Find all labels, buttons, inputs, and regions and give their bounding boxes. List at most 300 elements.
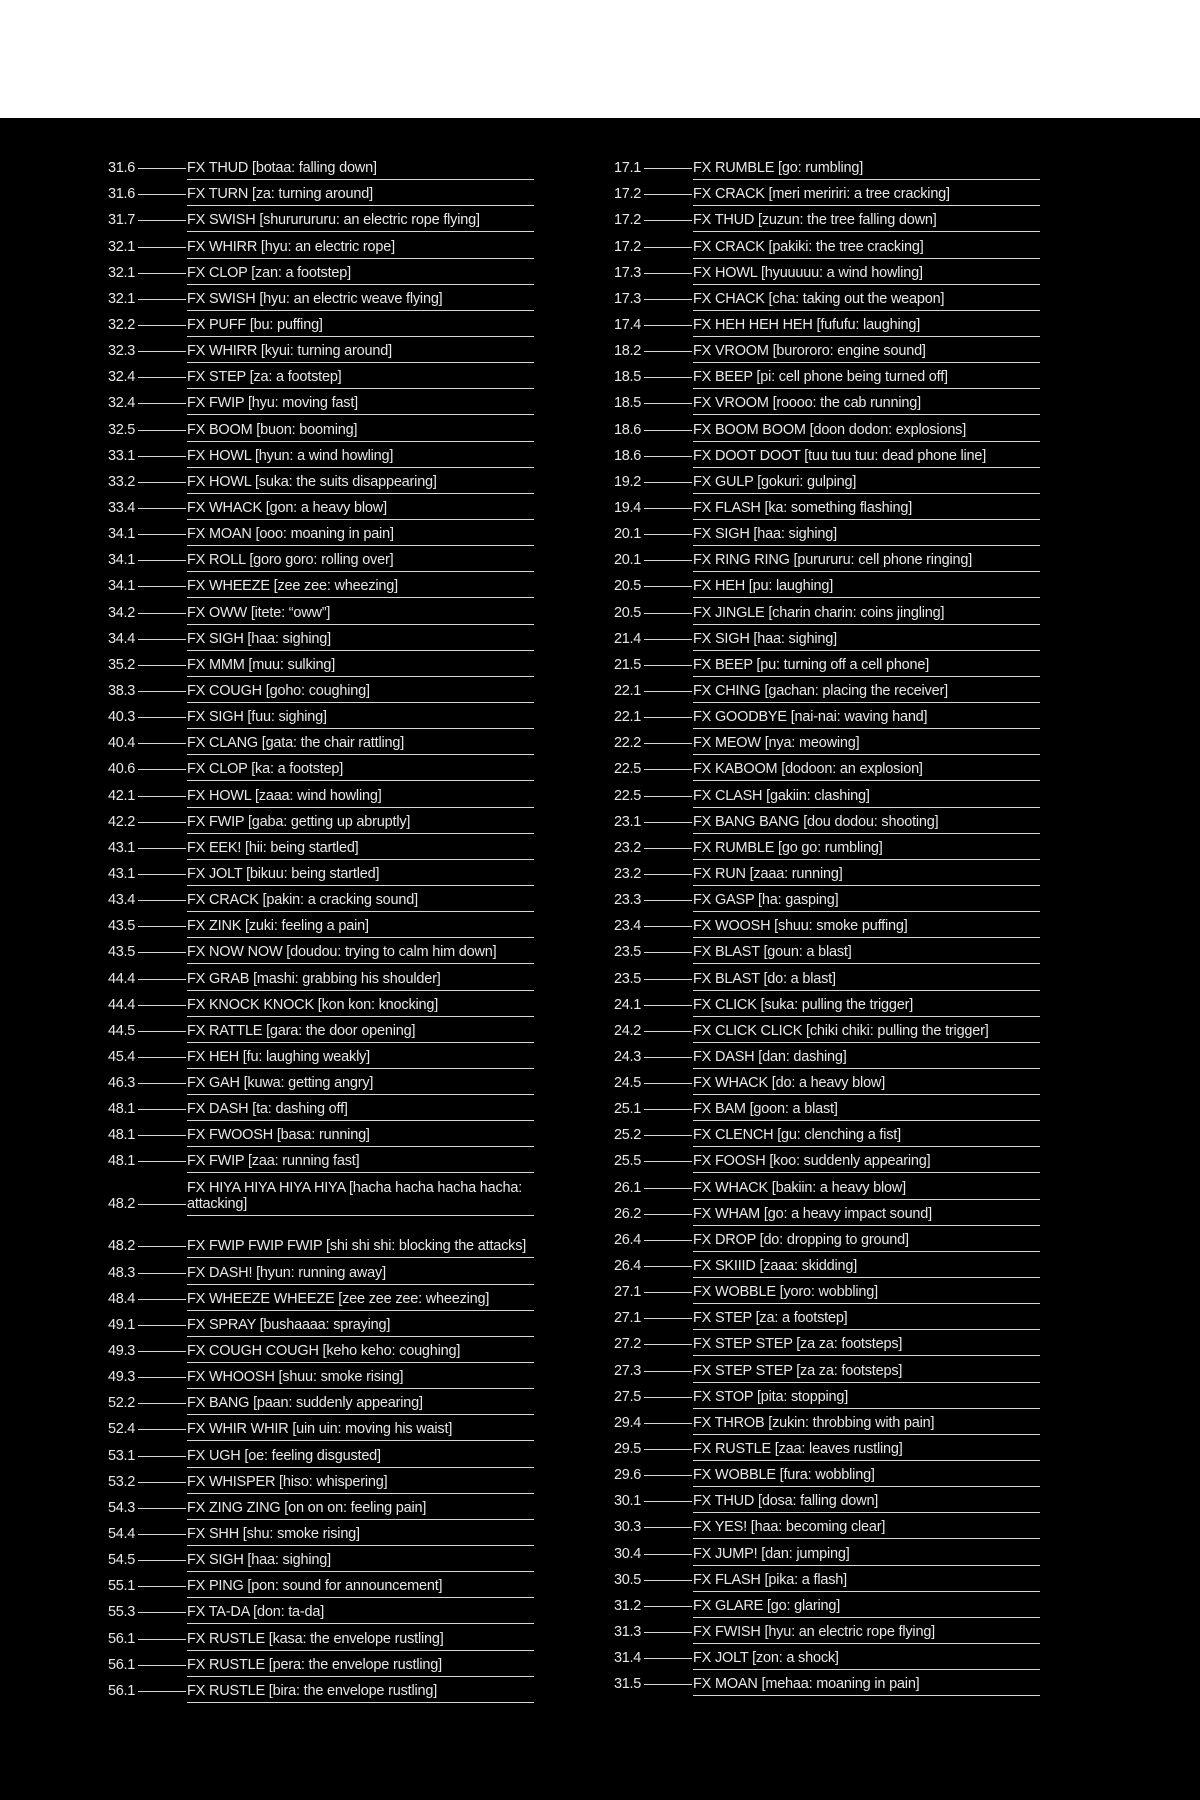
sound-effect-translation: FX TA-DA [don: ta-da] xyxy=(187,1604,534,1624)
leader-line xyxy=(644,273,692,274)
glossary-entry xyxy=(108,729,613,755)
glossary-entry xyxy=(614,363,1119,389)
sound-effect-translation: FX RUSTLE [zaa: leaves rustling] xyxy=(693,1441,1040,1461)
sound-effect-translation: FX MOAN [ooo: moaning in pain] xyxy=(187,526,534,546)
leader-line xyxy=(138,822,186,823)
glossary-entry xyxy=(614,677,1119,703)
page-panel-number: 24.2 xyxy=(614,1022,642,1039)
sound-effect-translation: FX STEP [za: a footstep] xyxy=(187,369,534,389)
glossary-entry xyxy=(108,1017,613,1043)
sound-effect-translation: FX GAH [kuwa: getting angry] xyxy=(187,1075,534,1095)
page-panel-number: 43.5 xyxy=(108,918,136,935)
glossary-entry xyxy=(108,781,613,807)
sound-effect-translation: FX WHIRR [hyu: an electric rope] xyxy=(187,239,534,259)
glossary-entry xyxy=(108,572,613,598)
leader-line xyxy=(138,430,186,431)
page-panel-number: 21.4 xyxy=(614,630,642,647)
sound-effect-translation: FX ZINK [zuki: feeling a pain] xyxy=(187,918,534,938)
leader-line xyxy=(138,979,186,980)
glossary-entry xyxy=(614,1147,1119,1173)
sound-effect-translation: FX SIGH [haa: sighing] xyxy=(693,526,1040,546)
page-panel-number: 45.4 xyxy=(108,1048,136,1065)
glossary-entry xyxy=(108,337,613,363)
leader-line xyxy=(138,299,186,300)
leader-line xyxy=(644,874,692,875)
page-panel-number: 27.3 xyxy=(614,1362,642,1379)
sound-effect-translation: FX FOOSH [koo: suddenly appearing] xyxy=(693,1153,1040,1173)
leader-line xyxy=(644,220,692,221)
page-panel-number: 33.2 xyxy=(108,473,136,490)
page-panel-number: 34.1 xyxy=(108,552,136,569)
page-panel-number: 27.1 xyxy=(614,1310,642,1327)
glossary-entry xyxy=(108,1311,613,1337)
leader-line xyxy=(138,926,186,927)
glossary-entry xyxy=(108,311,613,337)
page-panel-number: 25.5 xyxy=(614,1153,642,1170)
leader-line xyxy=(644,377,692,378)
sound-effect-translation: FX CLENCH [gu: clenching a fist] xyxy=(693,1127,1040,1147)
glossary-entry xyxy=(614,206,1119,232)
page-panel-number: 34.4 xyxy=(108,630,136,647)
leader-line xyxy=(644,1109,692,1110)
page-panel-number: 32.3 xyxy=(108,343,136,360)
sound-effect-translation: FX HEH [pu: laughing] xyxy=(693,578,1040,598)
glossary-entry xyxy=(108,1572,613,1598)
sound-effect-translation: FX FLASH [pika: a flash] xyxy=(693,1572,1040,1592)
page-panel-number: 33.4 xyxy=(108,499,136,516)
page-panel-number: 31.4 xyxy=(614,1650,642,1667)
page-panel-number: 30.1 xyxy=(614,1493,642,1510)
glossary-entry xyxy=(108,1285,613,1311)
page-panel-number: 42.2 xyxy=(108,813,136,830)
glossary-entry xyxy=(614,546,1119,572)
leader-line xyxy=(138,1377,186,1378)
sound-effect-translation: FX HIYA HIYA HIYA HIYA [hacha hacha hacha hacha: attacking] xyxy=(187,1180,534,1216)
glossary-entry xyxy=(108,755,613,781)
glossary-entry xyxy=(108,1441,613,1467)
page-panel-number: 29.6 xyxy=(614,1467,642,1484)
glossary-entry xyxy=(108,494,613,520)
page-panel-number: 53.2 xyxy=(108,1473,136,1490)
leader-line xyxy=(138,456,186,457)
leader-line xyxy=(644,822,692,823)
sound-effect-translation: FX HOWL [suka: the suits disappearing] xyxy=(187,474,534,494)
leader-line xyxy=(138,1429,186,1430)
leader-line xyxy=(138,900,186,901)
page-panel-number: 55.1 xyxy=(108,1578,136,1595)
glossary-entry xyxy=(614,651,1119,677)
page-panel-number: 22.2 xyxy=(614,735,642,752)
sound-effect-translation: FX BAM [goon: a blast] xyxy=(693,1101,1040,1121)
glossary-entry xyxy=(108,546,613,572)
leader-line xyxy=(644,769,692,770)
glossary-entry xyxy=(614,311,1119,337)
sound-effect-translation: FX CRACK [pakin: a cracking sound] xyxy=(187,892,534,912)
page-panel-number: 27.2 xyxy=(614,1336,642,1353)
glossary-entry xyxy=(108,1651,613,1677)
leader-line xyxy=(644,1580,692,1581)
leader-line xyxy=(138,717,186,718)
leader-line xyxy=(138,848,186,849)
page-panel-number: 49.3 xyxy=(108,1343,136,1360)
sound-effect-translation: FX HOWL [zaaa: wind howling] xyxy=(187,788,534,808)
leader-line xyxy=(644,168,692,169)
sound-effect-translation: FX WHIR WHIR [uin uin: moving his waist] xyxy=(187,1421,534,1441)
sound-effect-translation: FX VROOM [burororo: engine sound] xyxy=(693,343,1040,363)
glossary-entry xyxy=(614,1592,1119,1618)
glossary-entry xyxy=(108,1598,613,1624)
sound-effect-translation: FX RING RING [purururu: cell phone ringing] xyxy=(693,552,1040,572)
page-panel-number: 31.6 xyxy=(108,186,136,203)
glossary-entry xyxy=(108,808,613,834)
page-panel-number: 29.4 xyxy=(614,1414,642,1431)
leader-line xyxy=(138,1057,186,1058)
page-panel-number: 35.2 xyxy=(108,656,136,673)
sound-effect-translation: FX JOLT [bikuu: being startled] xyxy=(187,866,534,886)
glossary-column-left xyxy=(108,154,613,1703)
glossary-entry xyxy=(108,442,613,468)
glossary-entry xyxy=(108,1677,613,1703)
glossary-entry xyxy=(614,991,1119,1017)
leader-line xyxy=(644,743,692,744)
leader-line xyxy=(138,1031,186,1032)
page-panel-number: 20.1 xyxy=(614,552,642,569)
glossary-entry xyxy=(108,703,613,729)
page-panel-number: 23.2 xyxy=(614,839,642,856)
sound-effect-translation: FX DASH [ta: dashing off] xyxy=(187,1101,534,1121)
page-panel-number: 34.1 xyxy=(108,578,136,595)
glossary-entry xyxy=(108,1147,613,1173)
page-panel-number: 32.4 xyxy=(108,369,136,386)
leader-line xyxy=(644,534,692,535)
leader-line xyxy=(644,508,692,509)
page-panel-number: 24.3 xyxy=(614,1048,642,1065)
page-panel-number: 44.4 xyxy=(108,970,136,987)
page-panel-number: 43.1 xyxy=(108,865,136,882)
leader-line xyxy=(644,691,692,692)
leader-line xyxy=(644,952,692,953)
leader-line xyxy=(644,560,692,561)
glossary-entry xyxy=(614,154,1119,180)
sound-effect-translation: FX GULP [gokuri: gulping] xyxy=(693,474,1040,494)
page-panel-number: 18.5 xyxy=(614,369,642,386)
leader-line xyxy=(644,665,692,666)
glossary-entry xyxy=(108,206,613,232)
glossary-entry xyxy=(614,442,1119,468)
leader-line xyxy=(644,325,692,326)
glossary-entry xyxy=(614,1539,1119,1565)
page-panel-number: 48.1 xyxy=(108,1101,136,1118)
page-panel-number: 40.3 xyxy=(108,709,136,726)
leader-line xyxy=(644,926,692,927)
glossary-entry xyxy=(614,468,1119,494)
leader-line xyxy=(138,482,186,483)
glossary-entry xyxy=(614,1043,1119,1069)
glossary-entry xyxy=(108,1216,613,1259)
page-panel-number: 53.1 xyxy=(108,1447,136,1464)
sound-effect-translation: FX BOOM BOOM [doon dodon: explosions] xyxy=(693,422,1040,442)
glossary-entry xyxy=(614,1330,1119,1356)
page-panel-number: 33.1 xyxy=(108,447,136,464)
glossary-entry xyxy=(614,389,1119,415)
sound-effect-translation: FX HEH [fu: laughing weakly] xyxy=(187,1049,534,1069)
sound-effect-translation: FX RUN [zaaa: running] xyxy=(693,866,1040,886)
glossary-entry xyxy=(614,232,1119,258)
glossary-entry xyxy=(614,1644,1119,1670)
leader-line xyxy=(138,403,186,404)
page-panel-number: 49.1 xyxy=(108,1316,136,1333)
page-panel-number: 48.1 xyxy=(108,1153,136,1170)
glossary-entry xyxy=(614,259,1119,285)
glossary-entry xyxy=(614,1435,1119,1461)
sound-effect-translation: FX HEH HEH HEH [fufufu: laughing] xyxy=(693,317,1040,337)
page-panel-number: 30.5 xyxy=(614,1571,642,1588)
leader-line xyxy=(138,325,186,326)
glossary-entry xyxy=(614,625,1119,651)
page-panel-number: 38.3 xyxy=(108,682,136,699)
sound-effect-translation: FX FWIP [gaba: getting up abruptly] xyxy=(187,814,534,834)
sound-effect-translation: FX WOBBLE [yoro: wobbling] xyxy=(693,1284,1040,1304)
sound-effect-translation: FX GLARE [go: glaring] xyxy=(693,1598,1040,1618)
sound-effect-translation: FX WHACK [do: a heavy blow] xyxy=(693,1075,1040,1095)
leader-line xyxy=(644,1632,692,1633)
page-panel-number: 40.4 xyxy=(108,735,136,752)
page-panel-number: 20.1 xyxy=(614,526,642,543)
page-panel-number: 40.6 xyxy=(108,761,136,778)
leader-line xyxy=(138,508,186,509)
page-panel-number: 27.1 xyxy=(614,1284,642,1301)
glossary-entry xyxy=(614,1409,1119,1435)
glossary-entry xyxy=(614,1121,1119,1147)
glossary-entry xyxy=(614,1200,1119,1226)
sound-effect-translation: FX OWW [itete: “oww”] xyxy=(187,605,534,625)
sound-effect-translation: FX FWIP [hyu: moving fast] xyxy=(187,395,534,415)
page-panel-number: 19.2 xyxy=(614,473,642,490)
page-panel-number: 56.1 xyxy=(108,1682,136,1699)
leader-line xyxy=(644,1031,692,1032)
glossary-entry xyxy=(108,964,613,990)
leader-line xyxy=(644,1292,692,1293)
glossary-entry xyxy=(108,651,613,677)
sound-effect-translation: FX SIGH [fuu: sighing] xyxy=(187,709,534,729)
leader-line xyxy=(138,1665,186,1666)
glossary-entry xyxy=(614,415,1119,441)
leader-line xyxy=(644,1684,692,1685)
sound-effect-translation: FX CLOP [zan: a footstep] xyxy=(187,265,534,285)
glossary-entry xyxy=(614,180,1119,206)
sound-effect-translation: FX CHACK [cha: taking out the weapon] xyxy=(693,291,1040,311)
leader-line xyxy=(644,1397,692,1398)
page-panel-number: 17.1 xyxy=(614,160,642,177)
sound-effect-translation: FX EEK! [hii: being startled] xyxy=(187,840,534,860)
page-panel-number: 32.1 xyxy=(108,238,136,255)
sound-effect-translation: FX PING [pon: sound for announcement] xyxy=(187,1578,534,1598)
sound-effect-translation: FX SKIIID [zaaa: skidding] xyxy=(693,1258,1040,1278)
leader-line xyxy=(138,1403,186,1404)
glossary-column-right xyxy=(614,154,1119,1696)
glossary-entry xyxy=(614,1461,1119,1487)
glossary-entry xyxy=(614,808,1119,834)
glossary-entry xyxy=(108,938,613,964)
sound-effect-translation: FX RUSTLE [kasa: the envelope rustling] xyxy=(187,1631,534,1651)
leader-line xyxy=(644,1527,692,1528)
sound-effect-translation: FX STEP STEP [za za: footsteps] xyxy=(693,1363,1040,1383)
glossary-entry xyxy=(108,886,613,912)
sound-effect-translation: FX SIGH [haa: sighing] xyxy=(187,631,534,651)
leader-line xyxy=(138,220,186,221)
page-panel-number: 24.5 xyxy=(614,1075,642,1092)
sound-effect-translation: FX JINGLE [charin charin: coins jingling] xyxy=(693,605,1040,625)
sound-effect-translation: FX JUMP! [dan: jumping] xyxy=(693,1546,1040,1566)
sound-effect-translation: FX COUGH [goho: coughing] xyxy=(187,683,534,703)
leader-line xyxy=(644,1188,692,1189)
glossary-entry xyxy=(108,1069,613,1095)
glossary-entry xyxy=(614,1278,1119,1304)
leader-line xyxy=(644,639,692,640)
sound-effect-translation: FX SIGH [haa: sighing] xyxy=(693,631,1040,651)
sound-effect-translation: FX MEOW [nya: meowing] xyxy=(693,735,1040,755)
page-panel-number: 55.3 xyxy=(108,1604,136,1621)
sound-effect-translation: FX SHH [shu: smoke rising] xyxy=(187,1526,534,1546)
sound-effect-translation: FX THUD [botaa: falling down] xyxy=(187,160,534,180)
page-panel-number: 22.1 xyxy=(614,709,642,726)
page-panel-number: 19.4 xyxy=(614,499,642,516)
page-panel-number: 30.3 xyxy=(614,1519,642,1536)
leader-line xyxy=(644,1554,692,1555)
page-panel-number: 44.4 xyxy=(108,996,136,1013)
glossary-entry xyxy=(108,1546,613,1572)
sound-effect-translation: FX BOOM [buon: booming] xyxy=(187,422,534,442)
leader-line xyxy=(138,1273,186,1274)
leader-line xyxy=(138,1161,186,1162)
page-panel-number: 17.3 xyxy=(614,264,642,281)
sound-effect-translation: FX WHIRR [kyui: turning around] xyxy=(187,343,534,363)
glossary-entry xyxy=(614,1383,1119,1409)
glossary-entry xyxy=(614,1173,1119,1199)
leader-line xyxy=(644,1658,692,1659)
leader-line xyxy=(644,1501,692,1502)
sound-effect-translation: FX CRACK [pakiki: the tree cracking] xyxy=(693,239,1040,259)
leader-line xyxy=(644,1371,692,1372)
page-panel-number: 56.1 xyxy=(108,1630,136,1647)
sound-effect-translation: FX DASH [dan: dashing] xyxy=(693,1049,1040,1069)
glossary-entry xyxy=(614,1252,1119,1278)
glossary-entry xyxy=(108,1121,613,1147)
sound-effect-translation: FX FWISH [hyu: an electric rope flying] xyxy=(693,1624,1040,1644)
leader-line xyxy=(138,1534,186,1535)
glossary-entry xyxy=(614,729,1119,755)
page-panel-number: 23.1 xyxy=(614,813,642,830)
page-panel-number: 43.4 xyxy=(108,892,136,909)
sound-effect-translation: FX CLICK [suka: pulling the trigger] xyxy=(693,997,1040,1017)
page-panel-number: 21.5 xyxy=(614,656,642,673)
sound-effect-translation: FX DASH! [hyun: running away] xyxy=(187,1265,534,1285)
sound-effect-translation: FX WHISPER [hiso: whispering] xyxy=(187,1474,534,1494)
sound-effect-translation: FX THUD [zuzun: the tree falling down] xyxy=(693,212,1040,232)
glossary-entry xyxy=(108,1095,613,1121)
page-panel-number: 31.2 xyxy=(614,1597,642,1614)
page-panel-number: 18.2 xyxy=(614,343,642,360)
page-panel-number: 46.3 xyxy=(108,1075,136,1092)
sound-effect-translation: FX SWISH [shururururu: an electric rope flying] xyxy=(187,212,534,232)
leader-line xyxy=(644,796,692,797)
sound-effect-translation: FX WHEEZE [zee zee: wheezing] xyxy=(187,578,534,598)
glossary-entry xyxy=(108,1337,613,1363)
glossary-entry xyxy=(614,337,1119,363)
page-panel-number: 27.5 xyxy=(614,1388,642,1405)
glossary-entry xyxy=(108,1415,613,1441)
leader-line xyxy=(138,351,186,352)
leader-line xyxy=(138,1325,186,1326)
sound-effect-translation: FX BANG BANG [dou dodou: shooting] xyxy=(693,814,1040,834)
sound-effect-translation: FX THROB [zukin: throbbing with pain] xyxy=(693,1415,1040,1435)
glossary-entry xyxy=(614,1566,1119,1592)
sound-effect-translation: FX GOODBYE [nai-nai: waving hand] xyxy=(693,709,1040,729)
page-panel-number: 43.1 xyxy=(108,839,136,856)
sound-effect-translation: FX ROLL [goro goro: rolling over] xyxy=(187,552,534,572)
sound-effect-translation: FX SPRAY [bushaaaa: spraying] xyxy=(187,1317,534,1337)
page-panel-number: 32.5 xyxy=(108,421,136,438)
glossary-entry xyxy=(108,1173,613,1216)
leader-line xyxy=(644,1005,692,1006)
sound-effect-translation: FX RUMBLE [go: rumbling] xyxy=(693,160,1040,180)
sound-effect-translation: FX RUMBLE [go go: rumbling] xyxy=(693,840,1040,860)
glossary-entry xyxy=(614,1356,1119,1382)
leader-line xyxy=(138,1135,186,1136)
page-panel-number: 43.5 xyxy=(108,944,136,961)
page-panel-number: 48.4 xyxy=(108,1290,136,1307)
leader-line xyxy=(138,168,186,169)
glossary-entry xyxy=(614,1670,1119,1696)
leader-line xyxy=(138,377,186,378)
sound-effect-translation: FX HOWL [hyun: a wind howling] xyxy=(187,448,534,468)
sound-effect-translation: FX CRACK [meri meririri: a tree cracking] xyxy=(693,186,1040,206)
leader-line xyxy=(644,247,692,248)
sound-effect-translation: FX STEP STEP [za za: footsteps] xyxy=(693,1336,1040,1356)
leader-line xyxy=(644,979,692,980)
leader-line xyxy=(644,1135,692,1136)
glossary-entry xyxy=(614,572,1119,598)
page-panel-number: 54.3 xyxy=(108,1499,136,1516)
glossary-entry xyxy=(108,232,613,258)
page-panel-number: 18.5 xyxy=(614,395,642,412)
sound-effect-translation: FX COUGH COUGH [keho keho: coughing] xyxy=(187,1343,534,1363)
page-panel-number: 22.5 xyxy=(614,787,642,804)
leader-line xyxy=(644,1214,692,1215)
leader-line xyxy=(644,403,692,404)
sound-effect-translation: FX CLICK CLICK [chiki chiki: pulling the trigger] xyxy=(693,1023,1040,1043)
sound-effect-translation: FX TURN [za: turning around] xyxy=(187,186,534,206)
glossary-entry xyxy=(108,1520,613,1546)
leader-line xyxy=(644,1266,692,1267)
page-panel-number: 30.4 xyxy=(614,1545,642,1562)
leader-line xyxy=(644,456,692,457)
glossary-entry xyxy=(108,860,613,886)
glossary-entry xyxy=(108,1363,613,1389)
glossary-entry xyxy=(614,1487,1119,1513)
page-panel-number: 31.5 xyxy=(614,1676,642,1693)
leader-line xyxy=(138,613,186,614)
glossary-entry xyxy=(108,468,613,494)
leader-line xyxy=(138,952,186,953)
sound-effect-translation: FX JOLT [zon: a shock] xyxy=(693,1650,1040,1670)
glossary-entry xyxy=(614,1304,1119,1330)
sound-effect-translation: FX NOW NOW [doudou: trying to calm him down] xyxy=(187,944,534,964)
page-panel-number: 56.1 xyxy=(108,1656,136,1673)
glossary-entry xyxy=(108,180,613,206)
page-panel-number: 23.5 xyxy=(614,970,642,987)
leader-line xyxy=(138,1204,186,1205)
